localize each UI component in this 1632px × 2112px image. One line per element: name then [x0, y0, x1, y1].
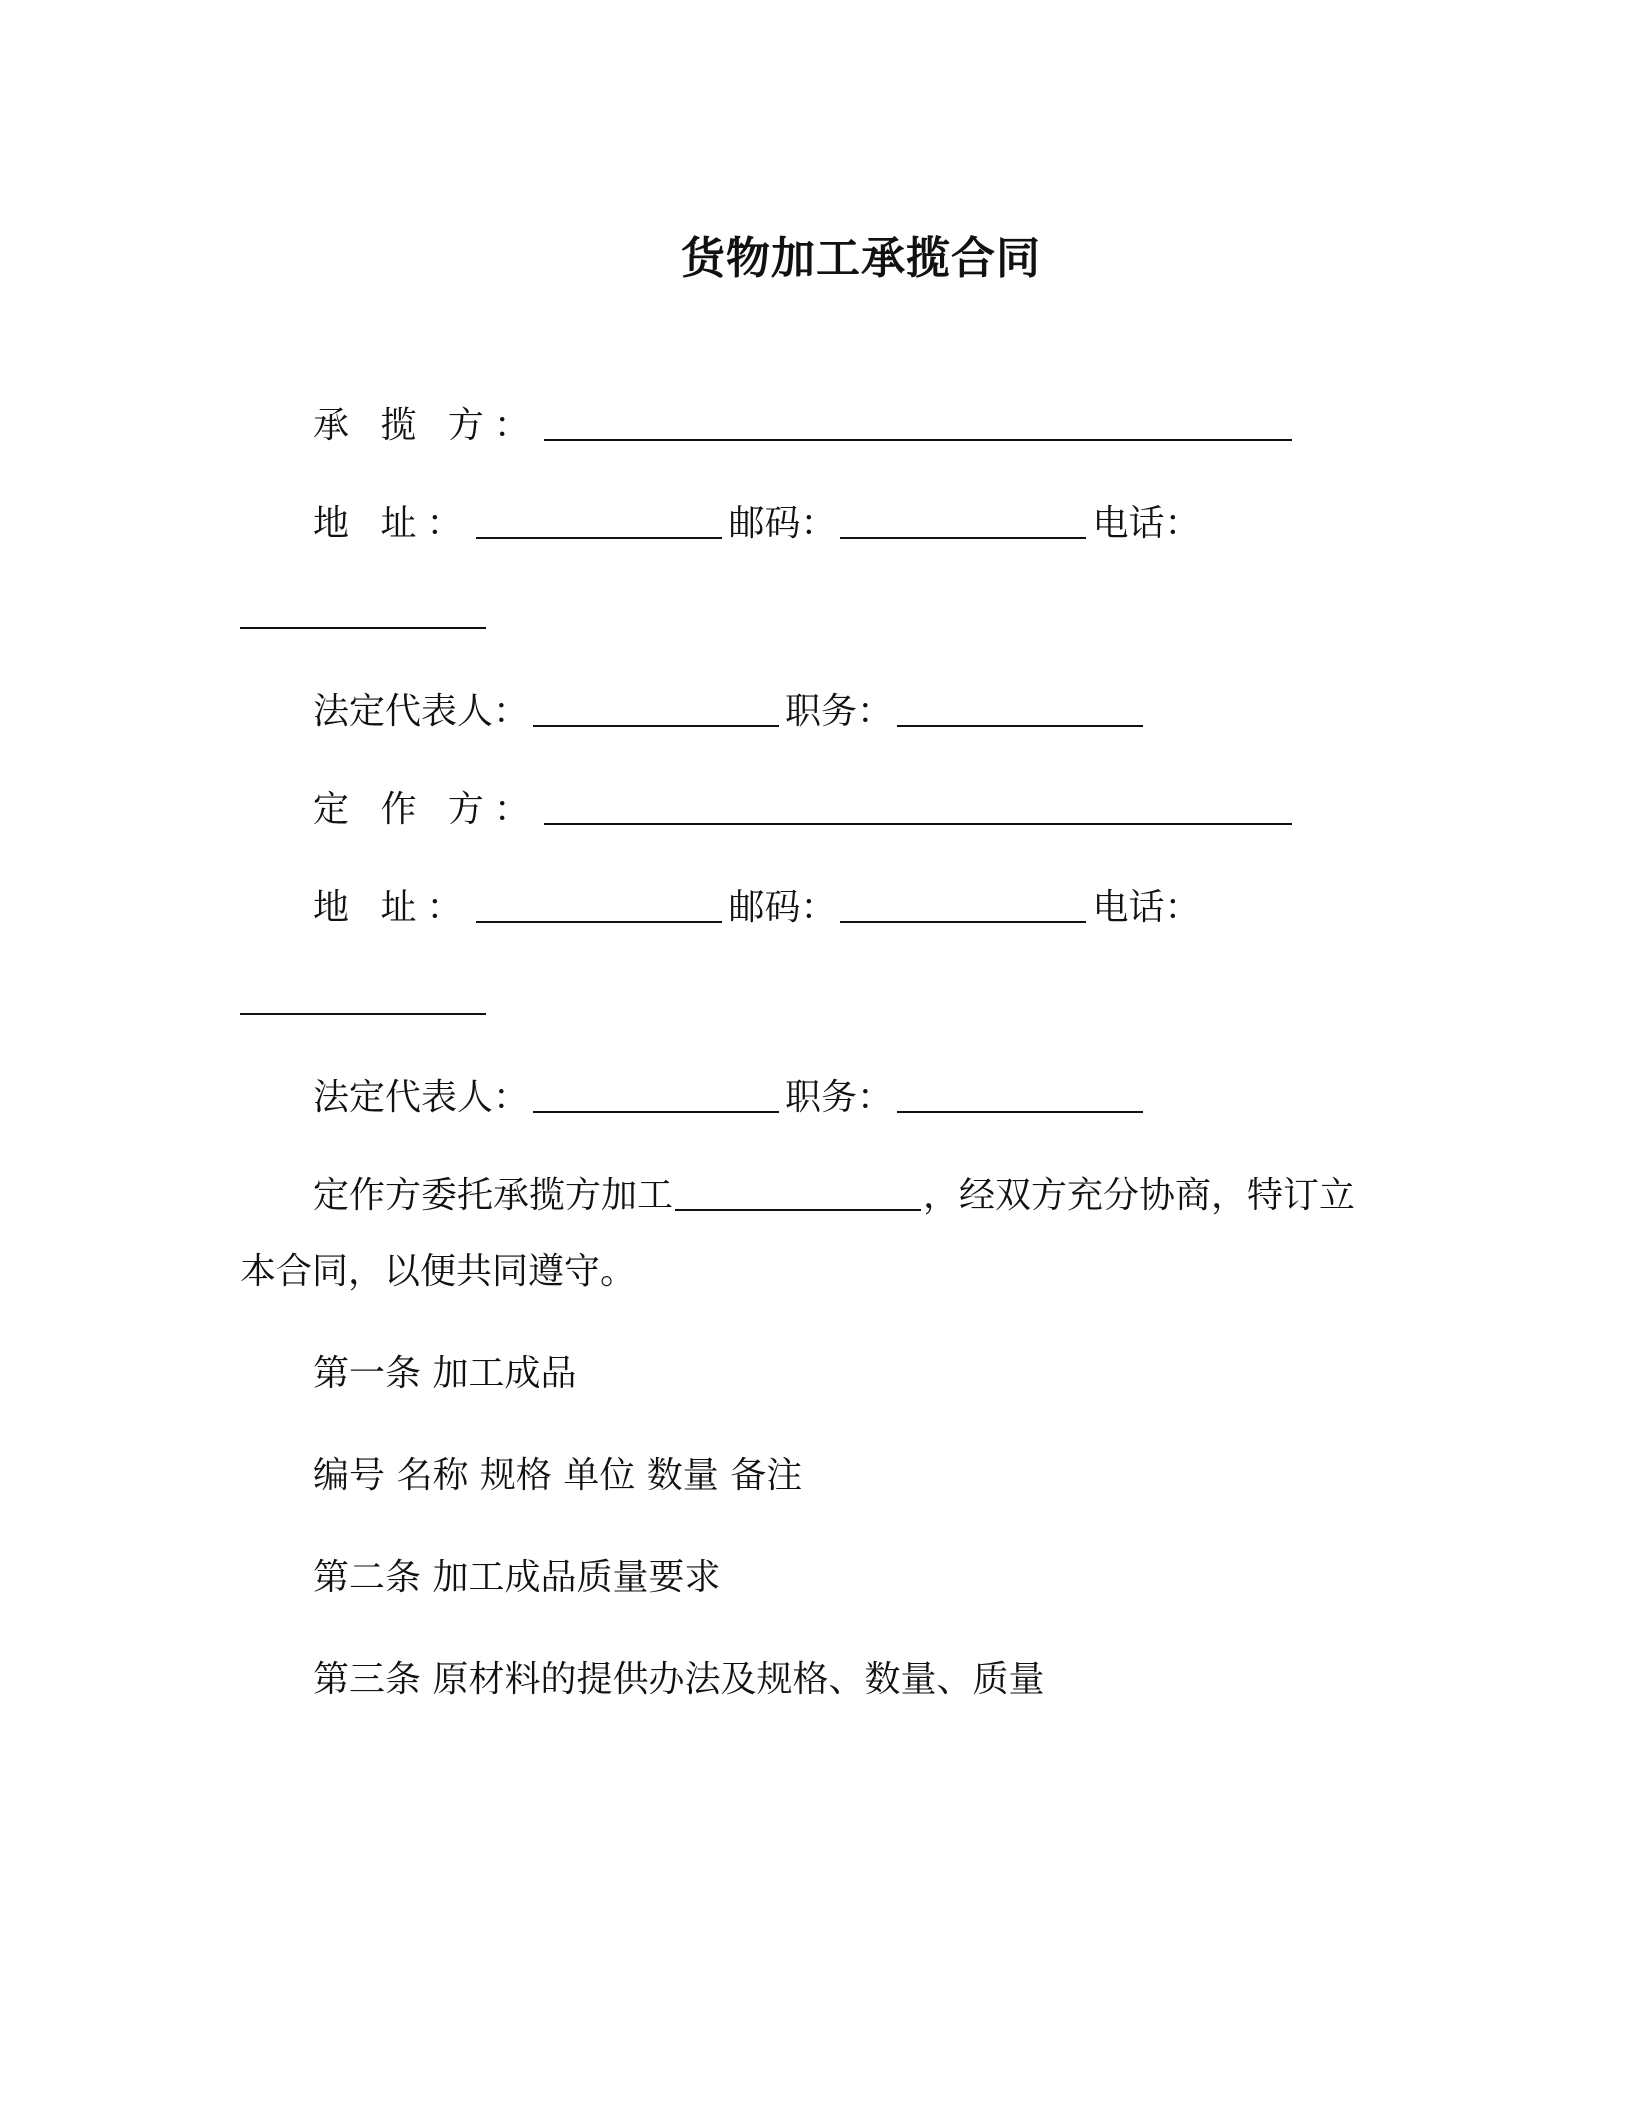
contractor-postcode-blank — [840, 501, 1086, 539]
contractor-address-label: 地 址： — [313, 503, 473, 544]
contractor-contact-line — [313, 500, 1200, 548]
client-address-blank — [476, 885, 722, 923]
client-phone-blank — [240, 977, 486, 1015]
article-1: 第一条 加工成品 — [313, 1353, 577, 1394]
contractor-address-blank — [476, 501, 722, 539]
intro-part1: 定作方委托承揽方加工 — [313, 1175, 674, 1216]
contractor-position-label: 职务： — [785, 691, 894, 732]
article-1-table-header: 编号 名称 规格 单位 数量 备注 — [313, 1455, 803, 1496]
contractor-position-blank — [897, 689, 1143, 727]
intro-part2: ，经双方充分协商，特订立 — [923, 1175, 1356, 1216]
contractor-legal-rep-blank — [533, 689, 779, 727]
client-contact-line — [313, 884, 1200, 932]
contractor-party-line — [313, 402, 1298, 450]
contractor-postcode-label: 邮码： — [728, 503, 837, 544]
intro-part3: 本合同，以便共同遵守。 — [240, 1251, 637, 1292]
contractor-phone-label: 电话： — [1092, 503, 1201, 544]
client-position-label: 职务： — [785, 1077, 894, 1118]
contractor-legal-rep-label: 法定代表人： — [313, 691, 530, 732]
contractor-party-blank — [544, 403, 1292, 441]
client-rep-line — [313, 1074, 1149, 1122]
document-title: 货物加工承揽合同 — [681, 233, 1041, 284]
contractor-party-label: 承 揽 方： — [313, 405, 540, 446]
intro-line-2 — [240, 1248, 636, 1296]
client-party-line — [313, 786, 1298, 834]
intro-item-blank — [675, 1173, 921, 1211]
client-legal-rep-blank — [533, 1075, 779, 1113]
client-postcode-label: 邮码： — [728, 887, 837, 928]
client-phone-label: 电话： — [1092, 887, 1201, 928]
contractor-phone-continuation — [240, 590, 492, 638]
client-position-blank — [897, 1075, 1143, 1113]
contractor-rep-line — [313, 688, 1149, 736]
client-party-label: 定 作 方： — [313, 789, 540, 830]
client-legal-rep-label: 法定代表人： — [313, 1077, 530, 1118]
client-phone-continuation — [240, 976, 492, 1024]
contractor-phone-blank — [240, 591, 486, 629]
client-party-blank — [544, 787, 1292, 825]
client-postcode-blank — [840, 885, 1086, 923]
article-3: 第三条 原材料的提供办法及规格、数量、质量 — [313, 1659, 1045, 1700]
intro-line-1 — [313, 1172, 1355, 1220]
article-2: 第二条 加工成品质量要求 — [313, 1557, 721, 1598]
client-address-label: 地 址： — [313, 887, 473, 928]
